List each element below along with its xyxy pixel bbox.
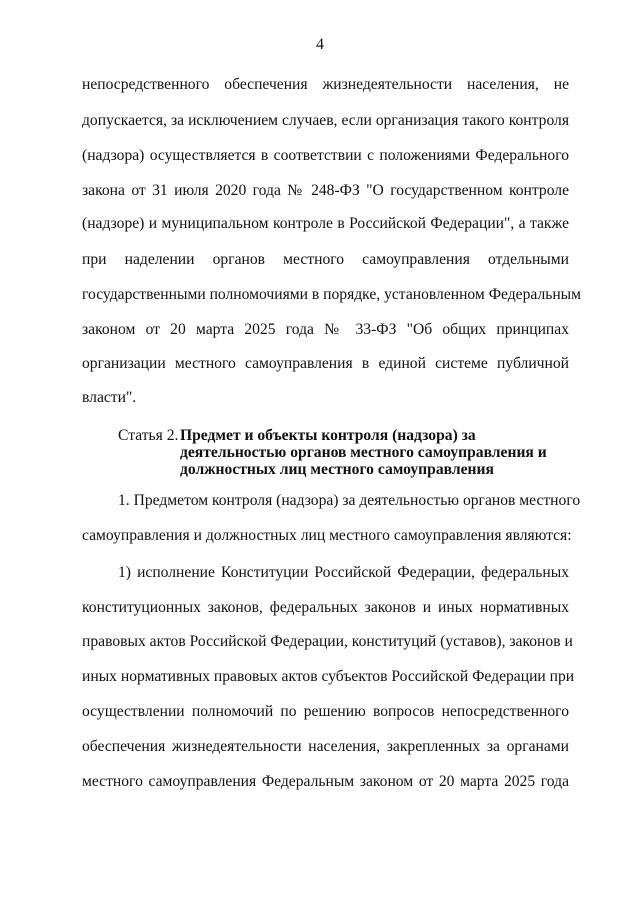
article-label: Статья 2. <box>118 427 179 444</box>
intro-line: организации местного самоуправления в единой системе публичной <box>82 355 569 372</box>
page-number: 4 <box>316 36 324 53</box>
item-1-line: 1) исполнение Конституции Российской Федерации, федеральных <box>118 564 569 581</box>
item-1-line: конституционных законов, федеральных законов и иных нормативных <box>82 599 569 616</box>
intro-line: (надзоре) и муниципальном контроле в Российской Федерации", а также <box>82 215 569 232</box>
item-1-line: осуществлении полномочий по решению вопросов непосредственного <box>82 703 569 720</box>
intro-line: закона от 31 июля 2020 года № 248-ФЗ "О государственном контроле <box>82 182 569 199</box>
article-title-line: должностных лиц местного самоуправления <box>180 461 494 478</box>
item-1-line: местного самоуправления Федеральным законом от 20 марта 2025 года <box>82 773 569 790</box>
intro-line: (надзора) осуществляется в соответствии с положениями Федерального <box>82 147 569 164</box>
item-1-line: правовых актов Российской Федерации, конституций (уставов), законов и <box>82 633 573 650</box>
intro-line: законом от 20 марта 2025 года № 33-ФЗ "Об общих принципах <box>82 321 569 338</box>
paragraph-1-line: самоуправления и должностных лиц местного самоуправления являются: <box>82 527 572 544</box>
intro-line: допускается, за исключением случаев, если организация такого контроля <box>82 112 569 129</box>
intro-line: власти". <box>82 389 137 406</box>
intro-line: государственными полномочиями в порядке, установленном Федеральным <box>82 286 582 303</box>
intro-line: при наделении органов местного самоуправления отдельными <box>82 251 569 268</box>
item-1-line: иных нормативных правовых актов субъектов Российской Федерации при <box>82 668 575 685</box>
paragraph-1-line: 1. Предметом контроля (надзора) за деятельностью органов местного <box>118 492 581 509</box>
item-1-line: обеспечения жизнедеятельности населения, закрепленных за органами <box>82 738 569 755</box>
article-title-line: Предмет и объекты контроля (надзора) за <box>180 427 476 444</box>
intro-line: непосредственного обеспечения жизнедеятельности населения, не <box>82 76 569 93</box>
article-title-line: деятельностью органов местного самоуправления и <box>180 444 547 461</box>
